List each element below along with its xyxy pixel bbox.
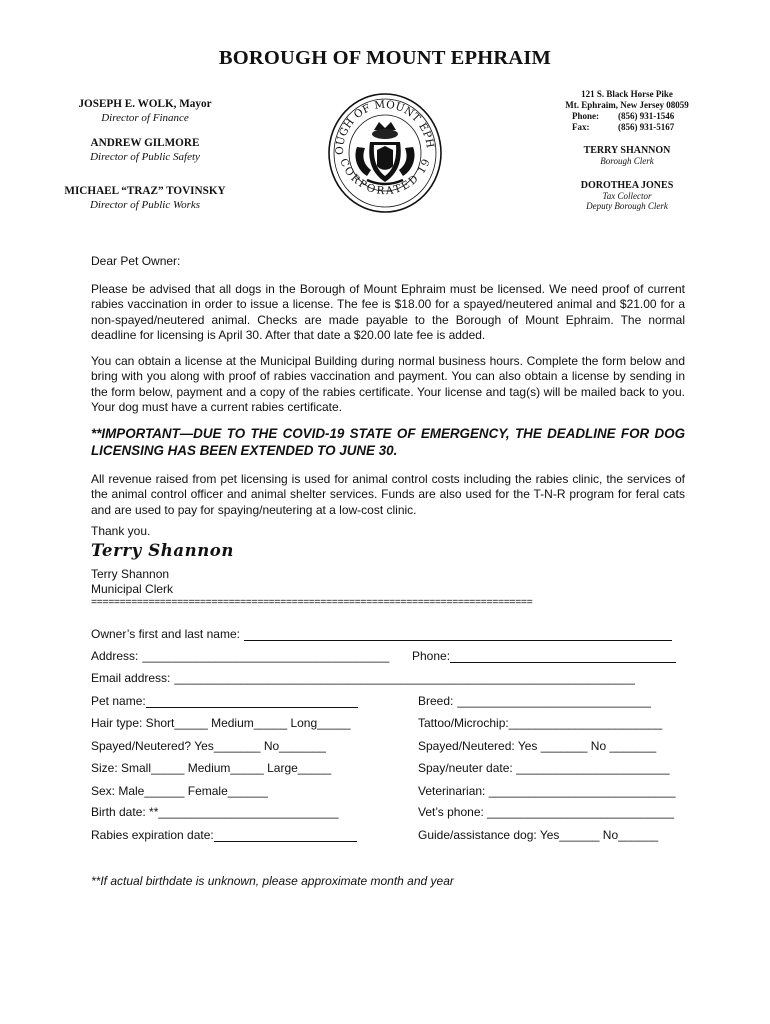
phone-field[interactable] (412, 649, 676, 663)
birth-date-field[interactable]: Birth date: **___________________________ (91, 805, 339, 819)
page-title: BOROUGH OF MOUNT EPHRAIM (218, 47, 552, 69)
email-label: Email address: (91, 671, 171, 685)
seal-bottom-text: CORPORATED 19 (337, 156, 433, 198)
pet-name-label: Pet name: (91, 694, 146, 708)
vet-phone-field[interactable]: Vet’s phone: ____________________________ (418, 805, 675, 819)
breed-input[interactable]: _____________________________ (457, 694, 651, 708)
birthdate-footnote: **If actual birthdate is unknown, please approximate month and year (91, 874, 454, 888)
spayed-neutered-question[interactable]: Spayed/Neutered? Yes_______ No_______ (91, 739, 326, 753)
staff-role-secondary: Deputy Borough Clerk (586, 201, 668, 211)
tattoo-field[interactable] (418, 716, 662, 730)
paragraph-how-to-obtain: You can obtain a license at the Municipal Building during normal business hours. Complete the form below and bring with you along with proof of rabies vaccination and payment. You can also obtain a license by sending in the form below, payment and a copy of the rabies certificate. Your license and tag(s) will be mailed back to you. Your dog must have a current rabies certificate. (91, 354, 685, 414)
signer-title: Municipal Clerk (91, 582, 174, 596)
veterinarian-field[interactable]: Veterinarian: ____________________________ (418, 784, 676, 798)
address-block (552, 89, 702, 132)
owner-name-label: Owner’s first and last name: (91, 627, 240, 641)
official-role: Director of Finance (101, 112, 189, 124)
paragraph-revenue: All revenue raised from pet licensing is used for animal control costs including the rabies clinic, the services of the animal control officer and animal shelter services. Funds are also used for the T-N-R program for feral cats and are used to pay for spaying/neutering at a low-cost clinic. (91, 472, 685, 517)
rabies-expiration-label: Rabies expiration date: (91, 828, 214, 842)
phone-label: Phone: (572, 111, 599, 121)
staff-clerk (552, 145, 702, 166)
address-input[interactable]: _____________________________________ (142, 649, 390, 663)
separator-line: ============================================================================= (91, 596, 533, 608)
phone-number: (856) 931-1546 (618, 111, 675, 121)
staff-name: DOROTHEA JONES (580, 180, 674, 191)
seal-top-text: OUGH OF MOUNT EPH (333, 98, 436, 156)
address-phone-row (552, 111, 702, 121)
address-street: 121 S. Black Horse Pike (581, 89, 673, 99)
fax-number: (856) 931-5167 (618, 122, 675, 132)
owner-name-input[interactable] (244, 629, 672, 641)
address-fax-row (552, 122, 702, 132)
closing: Thank you. (91, 524, 151, 538)
signature: Terry Shannon (91, 541, 234, 560)
official-name: MICHAEL “TRAZ” TOVINSKY (64, 185, 226, 197)
official-role: Director of Public Works (89, 199, 201, 211)
staff-role: Borough Clerk (600, 156, 654, 166)
official-role: Director of Public Safety (90, 151, 200, 163)
address-city: Mt. Ephraim, New Jersey 08059 (565, 100, 689, 110)
important-notice: **IMPORTANT—DUE TO THE COVID-19 STATE OF EMERGENCY, THE DEADLINE FOR DOG LICENSING HAS BEEN EXTENDED TO JUNE 30. (91, 426, 685, 458)
address-label: Address: (91, 649, 139, 663)
staff-tax-collector (552, 180, 702, 211)
salutation: Dear Pet Owner: (91, 254, 181, 268)
phone-label-field: Phone: (412, 649, 451, 663)
paragraph-fees: Please be advised that all dogs in the Borough of Mount Ephraim must be licensed. We need proof of current rabies vaccination in order to issue a license. The fee is $18.00 for a spayed/neutered animal and $21.00 for a non-spayed/neutered animal. Checks are made payable to the Borough of Mount Ephraim. The normal deadline for licensing is April 30. After that date a $20.00 late fee is added. (91, 282, 685, 342)
rabies-expiration-field[interactable] (91, 828, 357, 842)
borough-seal-logo (327, 92, 443, 214)
sex-field[interactable]: Sex: Male______ Female______ (91, 784, 268, 798)
email-field[interactable] (91, 671, 670, 685)
pet-name-field[interactable] (91, 694, 358, 708)
tattoo-label: Tattoo/Microchip: (418, 716, 509, 730)
official-name: JOSEPH E. WOLK, Mayor (78, 98, 212, 110)
address-field[interactable] (91, 649, 389, 663)
signer-name: Terry Shannon (91, 567, 170, 581)
official-public-works (20, 185, 270, 211)
owner-name-field[interactable] (91, 627, 672, 641)
tattoo-input[interactable]: _______________________ (508, 716, 663, 730)
rabies-expiration-input[interactable] (214, 830, 357, 842)
official-name: ANDREW GILMORE (90, 137, 200, 149)
guide-dog-field[interactable]: Guide/assistance dog: Yes______ No______ (418, 828, 659, 842)
spay-date-field[interactable]: Spay/neuter date: _______________________ (418, 761, 670, 775)
hair-type-field[interactable]: Hair type: Short_____ Medium_____ Long_____ (91, 716, 351, 730)
fax-label: Fax: (572, 122, 590, 132)
staff-role: Tax Collector (602, 191, 652, 201)
size-field[interactable]: Size: Small_____ Medium_____ Large_____ (91, 761, 332, 775)
breed-label: Breed: (418, 694, 454, 708)
staff-name: TERRY SHANNON (583, 145, 671, 156)
email-input[interactable]: _____________________________________________________________________ (174, 671, 635, 685)
breed-field[interactable] (418, 694, 651, 708)
officials-list (40, 98, 250, 163)
phone-input[interactable] (450, 651, 676, 663)
spayed-neutered-field[interactable]: Spayed/Neutered: Yes _______ No _______ (418, 739, 657, 753)
pet-name-input[interactable] (146, 696, 358, 708)
